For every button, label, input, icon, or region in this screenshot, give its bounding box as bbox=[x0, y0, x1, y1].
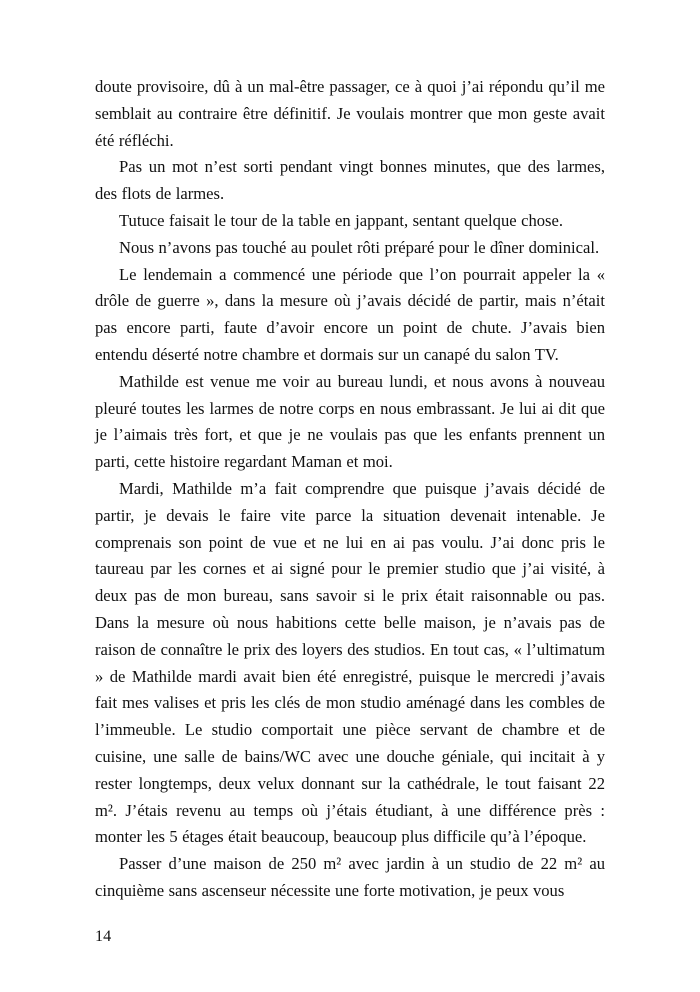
paragraph: Mardi, Mathilde m’a fait comprendre que puisque j’avais décidé de partir, je devais le faire vite parce la situation devenait intenable. Je comprenais son point de vue et ne lui en ai pas voulu. J’ai donc pris le taureau par les cornes et ai signé pour le premier studio que j’ai visité, à deux pas de mon bureau, sans savoir si le prix était raisonnable ou pas. Dans la mesure où nous habitions cette belle maison, je n’avais pas de raison de connaître le prix des loyers des studios. En tout cas, « l’ultimatum » de Mathilde mardi avait bien été enregistré, puisque le mercredi j’avais fait mes valises et pris les clés de mon studio aménagé dans les combles de l’immeuble. Le studio comportait une pièce servant de chambre et de cuisine, une salle de bains/WC avec une douche géniale, qui incitait à y rester longtemps, deux velux donnant sur la cathédrale, le tout faisant 22 m². J’étais revenu au temps où j’étais étudiant, à une différence près : monter les 5 étages était beaucoup, beaucoup plus difficile qu’à l’époque. bbox=[95, 478, 605, 847]
paragraph: doute provisoire, dû à un mal-être passager, ce à quoi j’ai répondu qu’il me semblait au contraire être définitif. Je voulais montrer que mon geste avait été réfléchi. bbox=[95, 77, 605, 150]
paragraph: Pas un mot n’est sorti pendant vingt bonnes minutes, que des larmes, des flots de larmes. bbox=[95, 157, 605, 204]
body-text bbox=[95, 74, 605, 905]
paragraph: Le lendemain a commencé une période que l’on pourrait appeler la « drôle de guerre », dans la mesure où j’avais décidé de partir, mais n’était pas encore parti, faute d’avoir encore un point de chute. J’avais bien entendu déserté notre chambre et dormais sur un canapé du salon TV. bbox=[95, 264, 605, 364]
paragraph: Nous n’avons pas touché au poulet rôti préparé pour le dîner dominical. bbox=[119, 237, 600, 257]
page-number: 14 bbox=[95, 927, 112, 945]
paragraph: Passer d’une maison de 250 m² avec jardin à un studio de 22 m² au cinquième sans ascenseur nécessite une forte motivation, je peux vous bbox=[95, 854, 605, 900]
paragraph: Mathilde est venue me voir au bureau lundi, et nous avons à nouveau pleuré toutes les larmes de notre corps en nous embrassant. Je lui ai dit que je l’aimais très fort, et que je ne voulais pas que les enfants prennent un parti, cette histoire regardant Maman et moi. bbox=[95, 371, 605, 472]
paragraph: Tutuce faisait le tour de la table en jappant, sentant quelque chose. bbox=[119, 210, 564, 230]
